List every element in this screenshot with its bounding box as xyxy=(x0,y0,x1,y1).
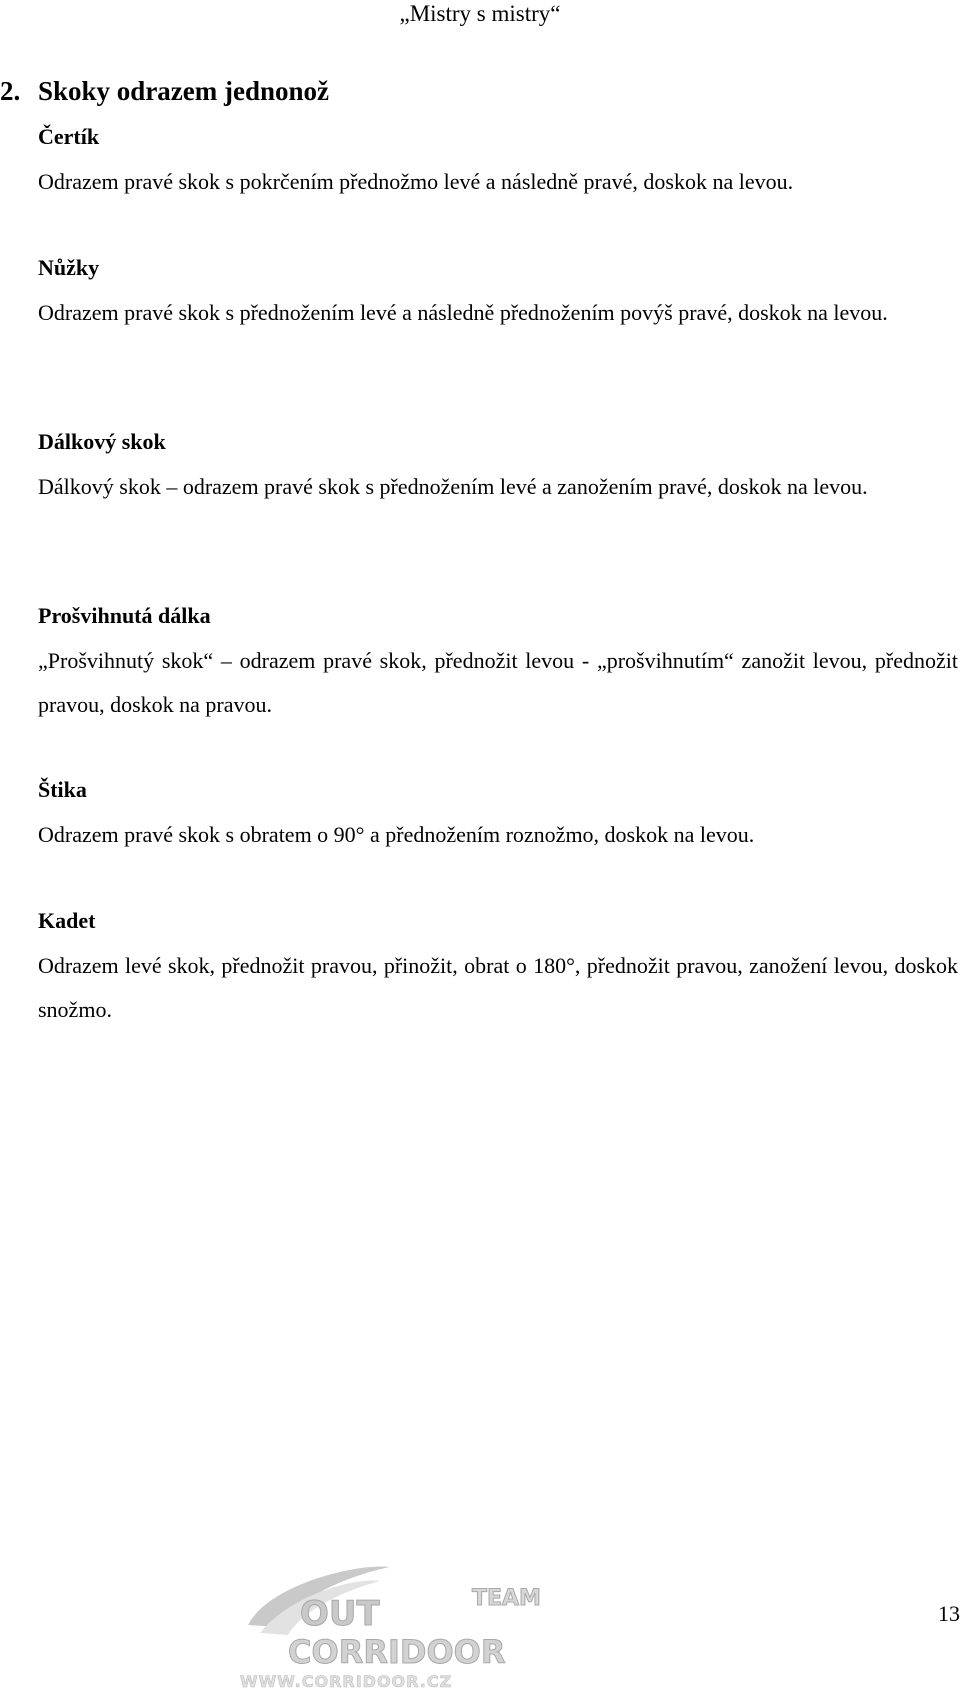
entry-certik xyxy=(38,122,958,204)
entry-text: Odrazem pravé skok s obratem o 90° a přednožením roznožmo, doskok na levou. xyxy=(38,822,755,847)
logo-word-corridoor: CORRIDOOR xyxy=(288,1633,506,1671)
entry-text: Odrazem levé skok, přednožit pravou, přinožit, obrat o 180°, přednožit pravou, zanožení levou, doskok snožmo. xyxy=(38,953,958,1022)
logo-word-team: TEAM xyxy=(472,1586,541,1611)
entry-title: Kadet xyxy=(38,908,96,933)
logo-word-out: OUT xyxy=(300,1594,380,1634)
running-header: „Mistry s mistry“ xyxy=(399,1,561,26)
entry-title: Čertík xyxy=(38,124,100,149)
logo-url: WWW.CORRIDOOR.CZ xyxy=(240,1672,453,1691)
entry-text: „Prošvihnutý skok“ – odrazem pravé skok, přednožit levou - „prošvihnutím“ zanožit levou, přednožit pravou, doskok na pravou. xyxy=(38,648,958,717)
entry-text: Dálkový skok – odrazem pravé skok s přednožením levé a zanožením pravé, doskok na levou. xyxy=(38,474,868,499)
entry-dalkovy-skok xyxy=(38,427,958,509)
page-number: 13 xyxy=(938,1601,960,1626)
entry-title: Dálkový skok xyxy=(38,429,166,454)
entry-kadet xyxy=(38,906,958,1032)
entry-nuzky xyxy=(38,253,958,335)
entry-stika xyxy=(38,775,958,857)
entry-text: Odrazem pravé skok s pokrčením přednožmo levé a následně pravé, doskok na levou. xyxy=(38,169,794,194)
entry-title: Prošvihnutá dálka xyxy=(38,603,211,628)
entry-text: Odrazem pravé skok s přednožením levé a následně přednožením povýš pravé, doskok na levou. xyxy=(38,300,888,325)
entry-title: Nůžky xyxy=(38,255,100,280)
section-heading xyxy=(0,74,329,108)
entry-title: Štika xyxy=(38,777,87,802)
section-title: Skoky odrazem jednonož xyxy=(38,76,330,106)
entry-prosvihnuta-dalka xyxy=(38,601,958,727)
section-number: 2. xyxy=(0,76,21,106)
